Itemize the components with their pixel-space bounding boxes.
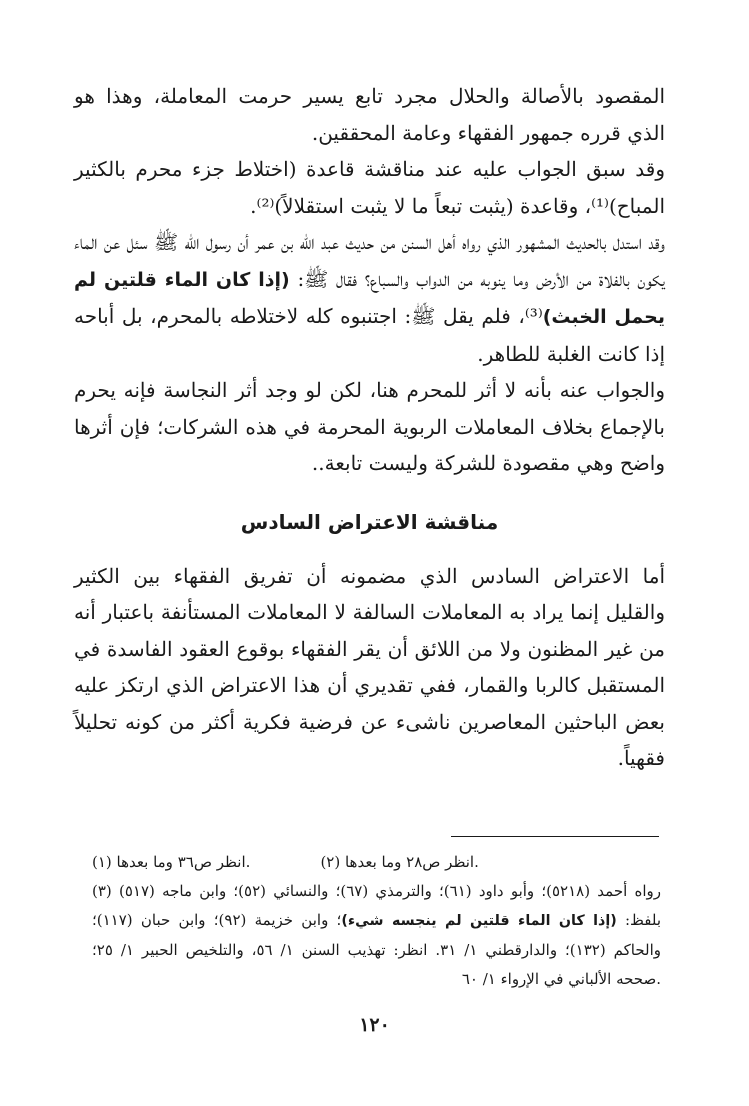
paragraph-2: وقد سبق الجواب عليه عند مناقشة قاعدة (اختلاط جزء محرم بالكثير المباح)⁽¹⁾، وقاعدة (يثبت تبعاً ما لا يثبت استقلالاً)⁽²⁾. bbox=[74, 157, 665, 218]
footnote-row bbox=[92, 848, 661, 877]
footnote-3 bbox=[92, 877, 661, 994]
footnote-2: (٢) انظر ص٢٨ وما بعدها. bbox=[320, 853, 479, 871]
footnote-3-start: (٣) رواه أحمد (٥٢١٨)؛ وأبو داود (٦١)؛ والترمذي (٦٧)؛ والنسائي (٥٢)؛ وابن ماجه (٥١٧) بلفظ: bbox=[92, 882, 662, 929]
section-heading: مناقشة الاعتراض السادس bbox=[240, 509, 499, 534]
paragraph-4: والجواب عنه بأنه لا أثر للمحرم هنا، لكن لو وجد أثر النجاسة فإنه يحرم بالإجماع بخلاف المعاملات الربوية المحرمة في هذه الشركات؛ فإن أثرها واضح وهي مقصودة للشركة وليست تابعة.. bbox=[74, 378, 665, 475]
footnote-3-end: ؛ وابن خزيمة (٩٢)؛ وابن حبان (١١٧)؛ والحاكم (١٣٢)؛ والدارقطني ١/ ٣١. انظر: تهذيب السنن ١/ ٥٦، والتلخيص الحبير ١/ ٢٥؛ صححه الألباني في الإرواء ١/ ٦٠. bbox=[92, 911, 662, 988]
footnotes bbox=[92, 848, 661, 994]
paragraph-3 bbox=[74, 224, 665, 372]
paragraph-1: المقصود بالأصالة والحلال مجرد تابع يسير حرمت المعاملة، وهذا هو الذي قرره جمهور الفقهاء وعامة المحققين. bbox=[74, 84, 665, 145]
page-number: ١٢٠ bbox=[359, 1014, 390, 1036]
footnote-1: (١) انظر ص٣٦ وما بعدها. bbox=[92, 853, 251, 871]
footnote-separator bbox=[451, 836, 659, 837]
paragraph-3-text: وقد استدل بالحديث المشهور الذي رواه أهل السنن من حديث عبد الله بن عمر أن رسول الله ﷺ سئل عن الماء يكون بالفلاة من الأرض وما ينوبه من الدواب والسباع؟ فقال ﷺ: bbox=[74, 230, 665, 291]
paragraph-5: أما الاعتراض السادس الذي مضمونه أن تفريق الفقهاء بين الكثير والقليل إنما يراد به المعاملات السالفة لا المعاملات المستأنفة باعتبار أنه من غير المظنون ولا من اللائق أن يقر الفقهاء بوقوع العقود الفاسدة في المستقبل كالربا والقمار، ففي تقديري أن هذا الاعتراض الذي ارتكز عليه بعض الباحثين المعاصرين ناشىء عن فرضية فكرية أكثر من كونه تحليلاً فقهياً. bbox=[74, 563, 665, 770]
hadith-quote: (إذا كان الماء قلتين لم يحمل الخبث) bbox=[74, 268, 665, 328]
footnote-ref-3: ⁽³⁾ bbox=[524, 304, 543, 328]
footnote-3-quote: (إذا كان الماء قلتين لم ينجسه شيء) bbox=[341, 913, 617, 929]
paragraph-3-continuation: ، فلم يقل ﷺ: اجتنبوه كله لاختلاطه بالمحرم، بل أباحه إذا كانت الغلبة للطاهر. bbox=[74, 304, 665, 366]
